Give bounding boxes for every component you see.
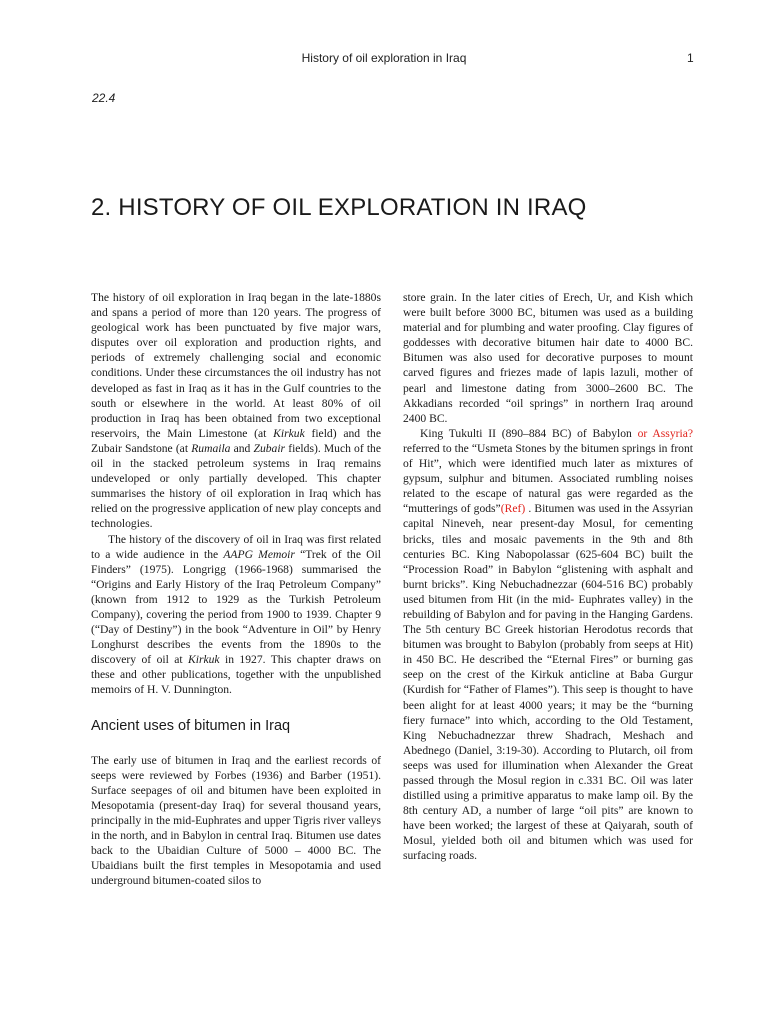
bitumen-paragraph: The early use of bitumen in Iraq and the earliest records of seeps were reviewed by Forbes (1936) and Barber (1951). Surface seepages of oil and bitumen have been exploited in Mesopotamia (present-day Iraq) for several thousand years, principally in the mid-Euphrates and upper Tigris river valleys in the north, and in Babylon in central Iraq. Bitumen use dates back to the Ubaidian Culture of 5000 – 4000 BC. The Ubaidians built the first temples in Mesopotamia and used underground bitumen-coated silos to xyxy=(91,753,381,888)
editor-note-query: or Assyria? xyxy=(637,426,693,440)
ancient-kings-paragraph: King Tukulti II (890–884 BC) of Babylon or Assyria? referred to the “Usmeta Stones by the bitumen springs in front of Hit”, which were identified much later as mixtures of gypsum, sulphur and bitumen. Associated rumbling noises related to the escape of natural gas were regarded as the “mutterings of gods”(Ref) . Bitumen was used in the Assyrian capital Nineveh, near present-day Mosul, for cementing bricks, tiles and mosaic pavements in the 9th and 8th centuries BC. King Nabopolassar (625-604 BC) built the “Procession Road” in Babylon “glistening with asphalt and burnt bricks”. King Nebuchadnezzar (604-516 BC) probably used bitumen from Hit (in the mid- Euphrates valley) in the rebuilding of Babylon and for paving in the Hanging Gardens. The 5th century BC Greek historian Herodotus records that bitumen was brought to Babylon (probably from seeps at Hit) in 450 BC. He described the “Eternal Fires” or burning gas seep on the crest of the Kirkuk anticline at Baba Gurgur (Kurdish for “Father of Flames”). This seep is thought to have been alight for at least 4000 years; it may be the “burning fiery furnace” into which, according to the Old Testament, King Nebuchadnezzar threw Shadrach, Meshach and Abednego (Daniel, 3:19-30). According to Plutarch, oil from seeps was used for illumination when Alexander the Great passed through the Mosul region in c.331 BC. Oil was later distilled using a primitive apparatus to make lamp oil. By the 8th century AD, a number of large “oil pits” are known to have been worked; the largest of these at Qaiyarah, south of Mosul, yielded both oil and bitumen which was used for surfacing roads. xyxy=(403,426,693,863)
continuation-paragraph: store grain. In the later cities of Erech, Ur, and Kish which were built before 3000 BC, bitumen was used as a building material and for plumbing and water proofing. Clay figures of goddesses with decorative bitumen hair date to 4000 BC. Bitumen was also used for decorative purposes to mount carved figures and friezes made of lapis lazuli, mother of pearl and limestone dating from 3000–2600 BC. The Akkadians recorded “oil springs” in northern Iraq around 2400 BC. xyxy=(403,291,693,425)
history-paragraph: The history of the discovery of oil in Iraq was first related to a wide audience in the AAPG Memoir “Trek of the Oil Finders” (1975). Longrigg (1966-1968) summarised the “Origins and Early History of the Iraq Petroleum Company” (known from 1912 to 1929 as the Turkish Petroleum Company), covering the period from 1900 to 1939. Chapter 9 (“Day of Destiny”) in the book “Adventure in Oil” by Henry Longhurst describes the events from the 1890s to the discovery of oil at Kirkuk in 1927. This chapter draws on these and other publications, together with the unpublished memoirs of H. V. Dunnington. xyxy=(91,532,381,697)
editor-note-ref: (Ref) xyxy=(500,502,526,516)
chapter-title: 2. HISTORY OF OIL EXPLORATION IN IRAQ xyxy=(91,194,587,221)
right-column xyxy=(403,290,693,864)
page-number: 1 xyxy=(687,51,694,65)
left-column xyxy=(91,290,381,888)
intro-paragraph: The history of oil exploration in Iraq began in the late-1880s and spans a period of more than 120 years. The progress of geological work has been punctuated by five major wars, disputes over oil exploration and production rights, and periods of extremely challenging social and economic conditions. Under these circumstances the oil industry has not developed as fast in Iraq as it has in the Gulf countries to the south or elsewhere in the world. At least 80% of oil production in Iraq has been obtained from two exceptional reservoirs, the Main Limestone (at Kirkuk field) and the Zubair Sandstone (at Rumaila and Zubair fields). Much of the oil in the stacked petroleum systems in Iraq remains undeveloped or only partially developed. This chapter summarises the history of oil exploration in Iraq which has relied on the progressive application of new play concepts and technologies. xyxy=(91,291,381,531)
section-code: 22.4 xyxy=(92,91,116,105)
running-header-title: History of oil exploration in Iraq xyxy=(301,51,467,65)
section-subheading: Ancient uses of bitumen in Iraq xyxy=(91,717,291,734)
